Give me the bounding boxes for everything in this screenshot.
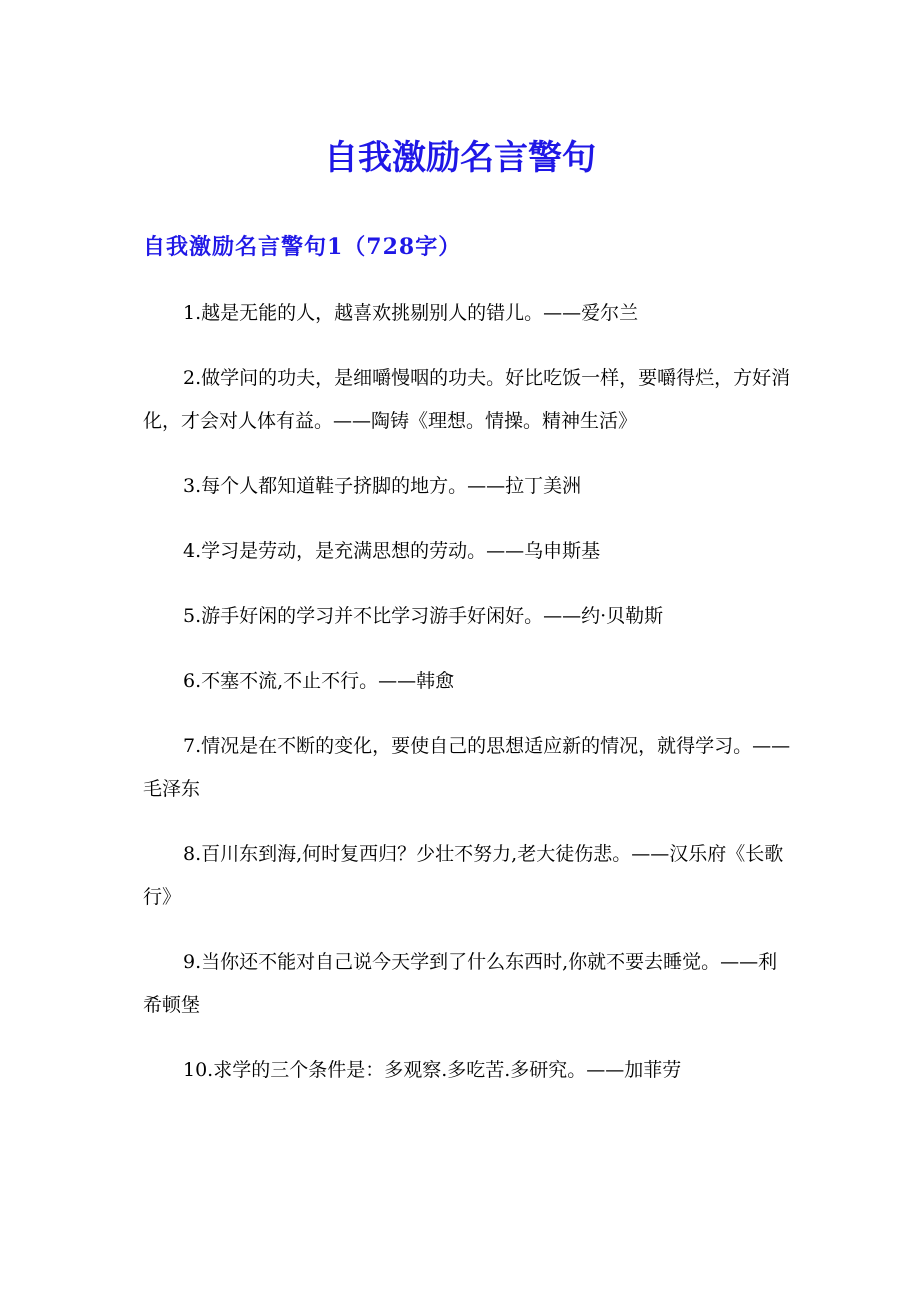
quote-item-1: 1.越是无能的人，越喜欢挑剔别人的错儿。——爱尔兰	[183, 302, 639, 324]
quote-item-9: 9.当你还不能对自己说今天学到了什么东西时,你就不要去睡觉。——利希顿堡	[143, 951, 778, 1016]
quote-list	[143, 292, 793, 1114]
quote-item-5: 5.游手好闲的学习并不比学习游手好闲好。——约·贝勒斯	[183, 605, 664, 627]
page-title: 自我激励名言警句	[324, 138, 596, 178]
quote-item-8: 8.百川东到海,何时复西归？少壮不努力,老大徒伤悲。——汉乐府《长歌行》	[143, 843, 784, 908]
quote-item-6: 6.不塞不流,不止不行。——韩愈	[183, 670, 455, 692]
quote-item-3: 3.每个人都知道鞋子挤脚的地方。——拉丁美洲	[183, 475, 582, 497]
quote-item-4: 4.学习是劳动，是充满思想的劳动。——乌申斯基	[183, 540, 601, 562]
quote-item-2: 2.做学问的功夫，是细嚼慢咽的功夫。好比吃饭一样，要嚼得烂，方好消化，才会对人体有益。——陶铸《理想。情操。精神生活》	[143, 367, 791, 432]
quote-item-7: 7.情况是在不断的变化，要使自己的思想适应新的情况，就得学习。——毛泽东	[143, 735, 791, 800]
section-heading: 自我激励名言警句1（728字）	[143, 234, 462, 260]
quote-item-10: 10.求学的三个条件是：多观察.多吃苦.多研究。——加菲劳	[183, 1059, 682, 1081]
